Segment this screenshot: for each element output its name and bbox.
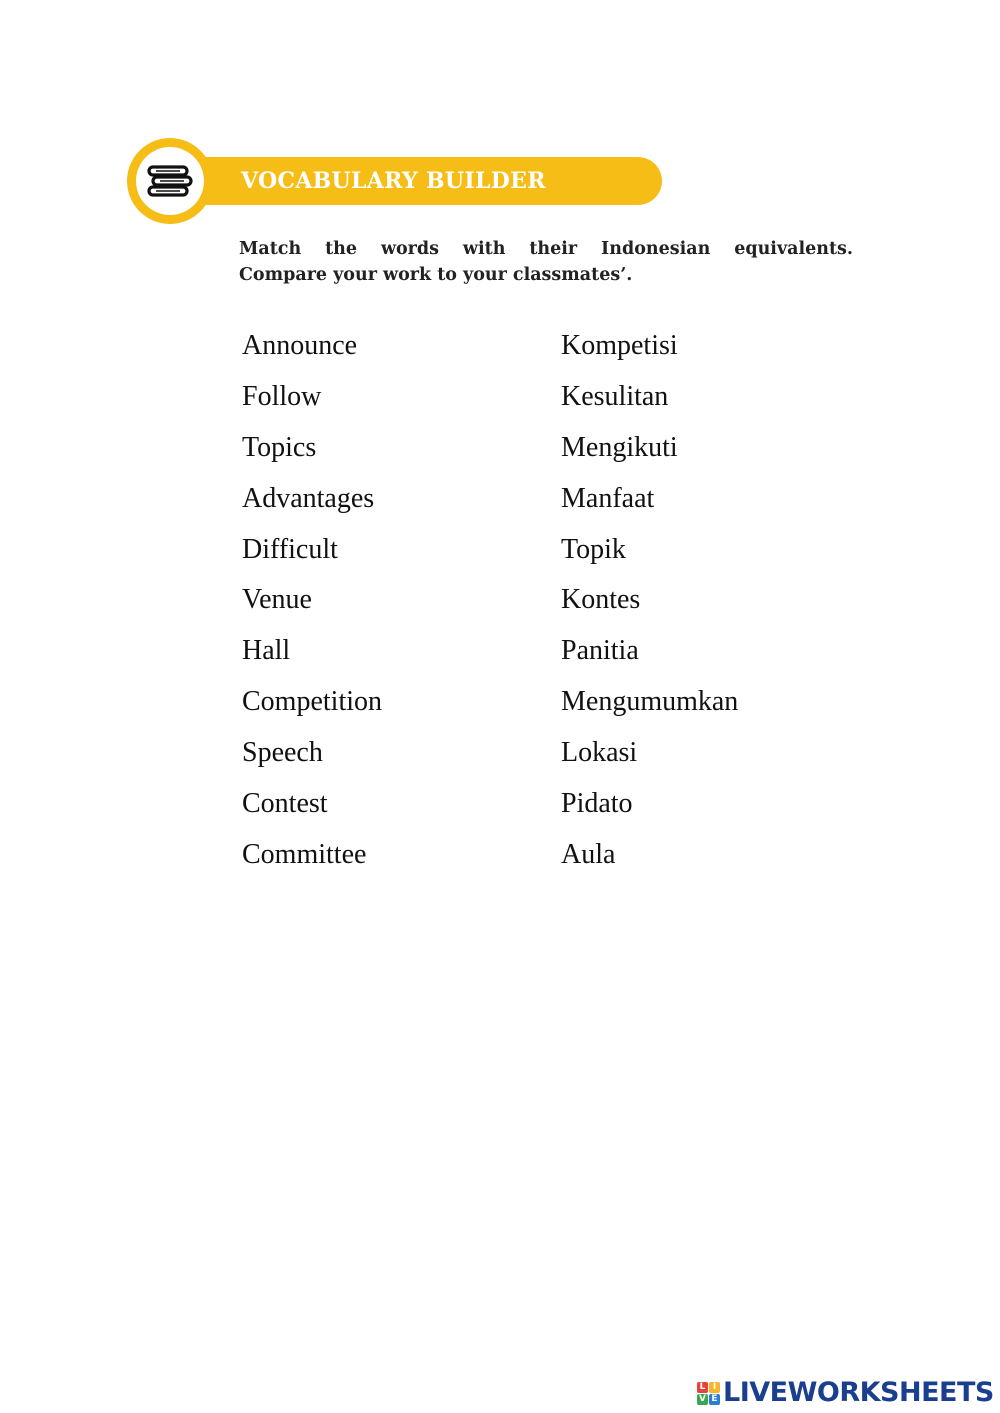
english-word[interactable]: Follow <box>242 380 322 412</box>
english-word[interactable]: Announce <box>242 330 358 361</box>
brand-name: LIVEWORKSHEETS <box>723 1377 994 1408</box>
english-word[interactable]: Topics <box>242 431 317 463</box>
instruction-line-2: Compare your work to your classmates’. <box>239 265 633 285</box>
instructions <box>239 236 853 288</box>
english-word[interactable]: Venue <box>242 584 312 616</box>
indonesian-word[interactable]: Lokasi <box>561 737 638 769</box>
english-word[interactable]: Competition <box>242 686 382 718</box>
english-word[interactable]: Contest <box>242 788 328 820</box>
indonesian-word[interactable]: Topik <box>561 533 626 565</box>
logo-letter: V <box>697 1394 708 1405</box>
indonesian-word[interactable]: Mengikuti <box>561 431 678 463</box>
logo-letter: E <box>709 1394 720 1405</box>
english-word[interactable]: Hall <box>242 635 291 667</box>
english-word[interactable]: Committee <box>242 838 367 870</box>
logo-letter: I <box>709 1382 720 1393</box>
indonesian-word[interactable]: Aula <box>561 838 616 870</box>
indonesian-word[interactable]: Kontes <box>561 584 641 616</box>
indonesian-word[interactable]: Mengumumkan <box>561 686 739 718</box>
books-icon <box>147 161 193 201</box>
liveworksheets-logo[interactable] <box>697 1376 994 1410</box>
indonesian-word[interactable]: Pidato <box>561 788 633 820</box>
indonesian-word[interactable]: Manfaat <box>561 482 655 514</box>
english-word[interactable]: Advantages <box>242 482 375 514</box>
section-title: VOCABULARY BUILDER <box>241 168 546 194</box>
indonesian-word[interactable]: Panitia <box>561 635 639 667</box>
logo-mark-icon <box>697 1382 720 1405</box>
indonesian-word[interactable]: Kompetisi <box>561 330 678 361</box>
instruction-line-1: Match the words with their Indonesian equivalents. <box>239 239 853 259</box>
english-word[interactable]: Speech <box>242 737 323 769</box>
logo-letter: L <box>697 1382 708 1393</box>
english-word-list <box>242 326 382 886</box>
indonesian-word[interactable]: Kesulitan <box>561 380 669 412</box>
indonesian-word-list <box>561 326 738 886</box>
english-word[interactable]: Difficult <box>242 533 338 565</box>
banner-badge <box>127 138 213 224</box>
